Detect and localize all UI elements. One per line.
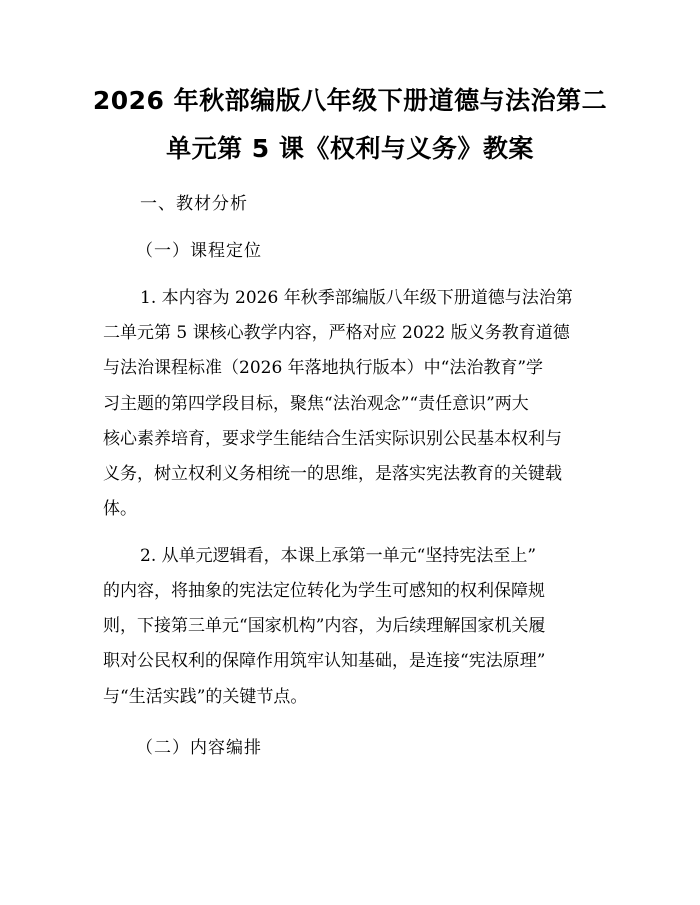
subsection-heading-content-arrangement: （二）内容编排 <box>136 738 262 758</box>
subsection-heading-course-positioning: （一）课程定位 <box>136 241 262 261</box>
paragraph-1-line: 习主题的第四学段目标，聚焦“法治观念”“责任意识”两大 <box>103 394 529 414</box>
paragraph-2-line: 的内容，将抽象的宪法定位转化为学生可感知的权利保障规 <box>103 581 545 601</box>
paragraph-1-line: 核心素养培育，要求学生能结合生活实际识别公民基本权利与 <box>103 429 562 449</box>
document-title-line-2: 单元第 5 课《权利与义务》教案 <box>166 134 534 163</box>
section-heading-textbook-analysis: 一、教材分析 <box>140 194 248 214</box>
paragraph-1-line: 二单元第 5 课核心教学内容，严格对应 2022 版义务教育道德 <box>103 323 570 343</box>
paragraph-1-line: 体。 <box>103 499 137 519</box>
paragraph-2-line: 2. 从单元逻辑看，本课上承第一单元“坚持宪法至上” <box>140 546 537 566</box>
document-title-line-1: 2026 年秋部编版八年级下册道德与法治第二 <box>92 86 608 115</box>
paragraph-2-line: 与“生活实践”的关键节点。 <box>103 687 308 707</box>
paragraph-1-line: 1. 本内容为 2026 年秋季部编版八年级下册道德与法治第 <box>140 288 573 308</box>
paragraph-2-line: 职对公民权利的保障作用筑牢认知基础，是连接“宪法原理” <box>103 651 546 671</box>
paragraph-1-line: 义务，树立权利义务相统一的思维，是落实宪法教育的关键载 <box>103 464 562 484</box>
paragraph-2-line: 则，下接第三单元“国家机构”内容，为后续理解国家机关履 <box>103 616 546 636</box>
paragraph-1-line: 与法治课程标准（2026 年落地执行版本）中“法治教育”学 <box>103 358 544 378</box>
